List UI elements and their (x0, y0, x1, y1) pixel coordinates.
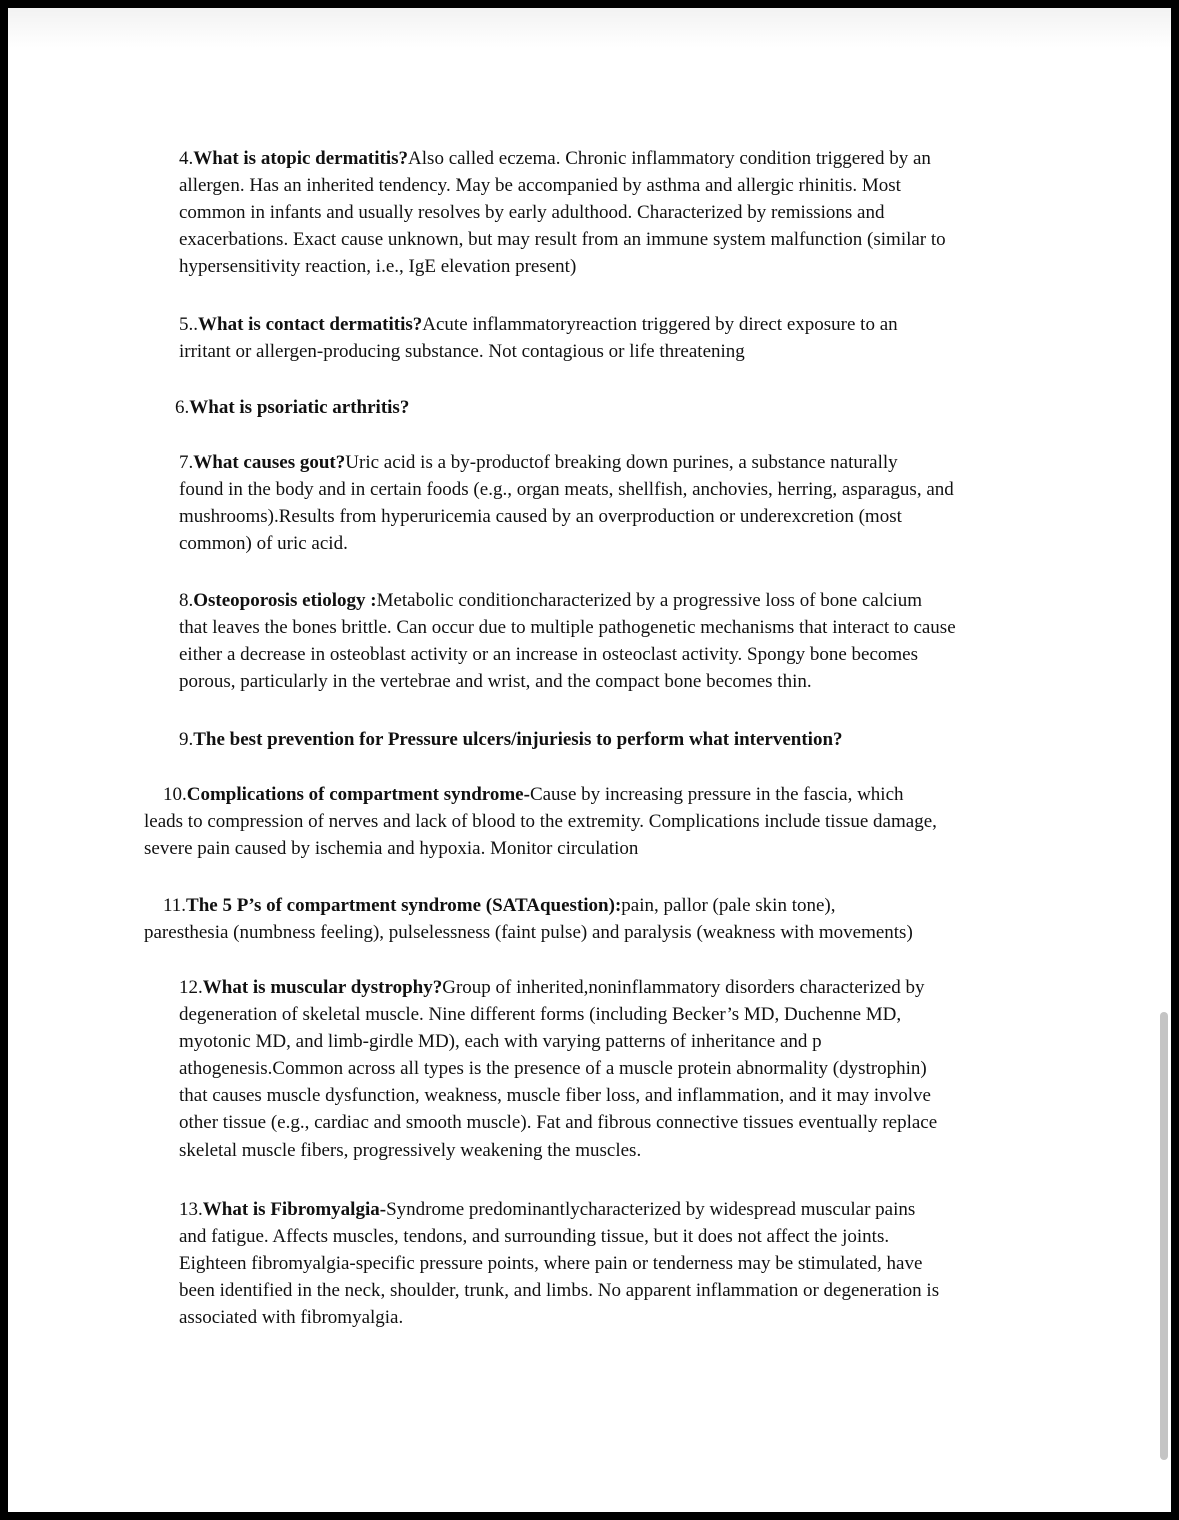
question-answer: allergen. Has an inherited tendency. May be accompanied by asthma and allergic rhinitis. Most common in infants and usually resolves by early adulthood. Characterized by remissions and exacerbations. Exact cause unknown, but may result from an immune system malfunction (similar to hypersensitivity reaction, i.e., IgE elevation present) (179, 175, 946, 278)
question-heading: What is muscular dystrophy? (202, 977, 443, 998)
question-answer-first-line: Syndrome predominantlycharacterized by widespread muscular pains (386, 1199, 916, 1220)
question-9 (179, 726, 843, 753)
question-heading: Osteoporosis etiology : (193, 590, 377, 611)
question-number: 13. (179, 1199, 203, 1220)
question-heading: The 5 P’s of compartment syndrome (SATAquestion): (186, 895, 622, 916)
question-heading: The best prevention for Pressure ulcers/injuriesis to perform what intervention? (193, 729, 843, 750)
question-answer-first-line: Metabolic conditioncharacterized by a progressive loss of bone calcium (376, 590, 923, 611)
question-answer: degeneration of skeletal muscle. Nine different forms (including Becker’s MD, Duchenne MD, myotonic MD, and limb-girdle MD), each with varying patterns of inheritance and p athogenesis.Common across all types is the presence of a muscle protein abnormality (dystrophin) that causes muscle dysfunction, weakness, muscle fiber loss, and inflammation, and it may involve other tissue (e.g., cardiac and smooth muscle). Fat and fibrous connective tissues eventually replace skeletal muscle fibers, progressively weakening the muscles. (179, 1004, 938, 1161)
question-number: 7. (179, 452, 194, 473)
question-13 (179, 1196, 939, 1331)
question-answer-first-line: Also called eczema. Chronic inflammatory condition triggered by an (408, 148, 931, 169)
question-number: 8. (179, 590, 194, 611)
question-4 (179, 145, 946, 280)
question-6 (175, 394, 409, 421)
document-page (8, 8, 1171, 1512)
question-answer-first-line: pain, pallor (pale skin tone), (621, 895, 836, 916)
question-answer-first-line: Group of inherited,noninflammatory disorders characterized by (442, 977, 925, 998)
question-answer: found in the body and in certain foods (e.g., organ meats, shellfish, anchovies, herring, asparagus, and mushrooms).Results from hyperuricemia caused by an overproduction or underexcretion (most common) of uric acid. (179, 479, 954, 555)
question-answer: paresthesia (numbness feeling), pulselessness (faint pulse) and paralysis (weakness with movements) (144, 922, 913, 944)
question-number: 5.. (179, 314, 198, 335)
question-number: 9. (179, 729, 194, 750)
question-answer-first-line: Cause by increasing pressure in the fascia, which (529, 784, 904, 805)
question-heading: What is atopic dermatitis? (193, 148, 409, 169)
question-number: 12. (179, 977, 203, 998)
question-10 (144, 781, 937, 862)
question-number: 10. (163, 784, 187, 805)
question-heading: What causes gout? (193, 452, 346, 473)
question-number: 11. (163, 895, 187, 916)
question-answer: leads to compression of nerves and lack of blood to the extremity. Complications include tissue damage, severe pain caused by ischemia and hypoxia. Monitor circulation (144, 811, 937, 860)
question-answer: and fatigue. Affects muscles, tendons, and surrounding tissue, but it does not affect the joints. Eighteen fibromyalgia-specific pressure points, where pain or tenderness may be stimulated, have been identified in the neck, shoulder, trunk, and limbs. No apparent inflammation or degeneration is associated with fibromyalgia. (179, 1226, 940, 1329)
page-top-shadow (8, 8, 1171, 48)
question-heading: What is psoriatic arthritis? (189, 397, 410, 418)
question-number: 4. (179, 148, 194, 169)
question-12 (179, 974, 937, 1164)
question-8 (179, 587, 956, 695)
question-7 (179, 449, 954, 557)
question-answer: that leaves the bones brittle. Can occur due to multiple pathogenetic mechanisms that interact to cause either a decrease in osteoblast activity or an increase in osteoclast activity. Spongy bone becomes porous, particularly in the vertebrae and wrist, and the compact bone becomes thin. (179, 617, 956, 693)
question-5 (179, 311, 898, 365)
question-heading: What is contact dermatitis? (198, 314, 423, 335)
question-heading: Complications of compartment syndrome- (186, 784, 530, 805)
vertical-scrollbar-thumb[interactable] (1160, 1012, 1168, 1460)
question-heading: What is Fibromyalgia- (202, 1199, 387, 1220)
question-11 (144, 892, 913, 946)
question-number: 6. (175, 397, 190, 418)
question-answer-first-line: Uric acid is a by-productof breaking down purines, a substance naturally (345, 452, 898, 473)
question-answer: irritant or allergen-producing substance. Not contagious or life threatening (179, 341, 745, 363)
question-answer-first-line: Acute inflammatoryreaction triggered by direct exposure to an (422, 314, 898, 335)
